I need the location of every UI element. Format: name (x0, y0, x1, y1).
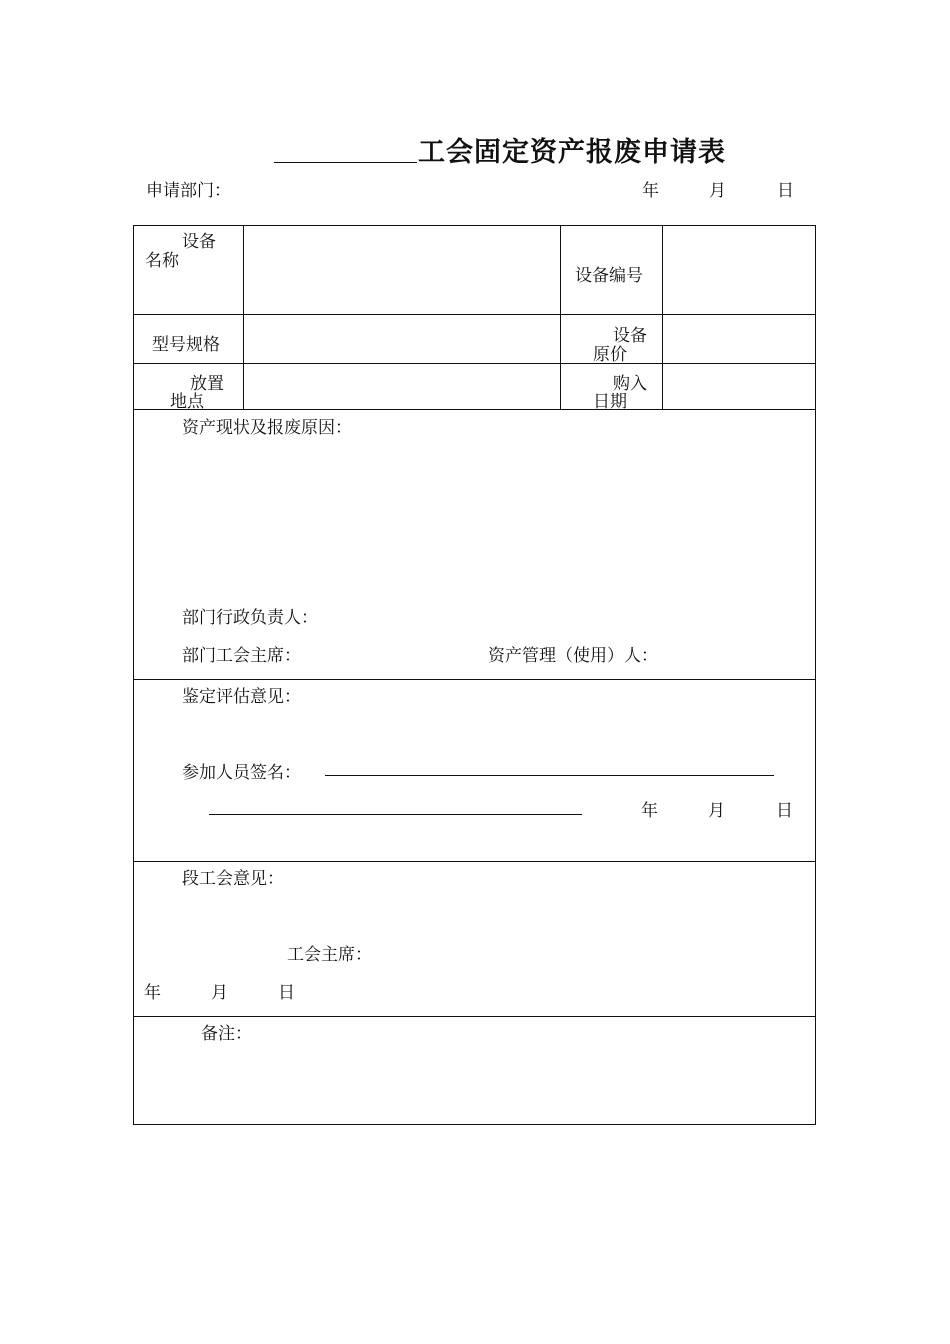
row-divider-4 (133, 679, 816, 680)
participants-signature-line-2[interactable] (209, 814, 582, 815)
participants-label: 参加人员签名： (182, 763, 301, 783)
appraisal-date-year: 年 (641, 801, 658, 821)
orig-price-field[interactable] (664, 316, 815, 362)
union-date-year: 年 (144, 983, 161, 1003)
location-field[interactable] (245, 365, 559, 408)
col-divider-3 (662, 225, 663, 410)
orig-price-label-2: 原价 (593, 345, 627, 365)
title-blank-line[interactable] (274, 162, 417, 163)
row-divider-2 (133, 363, 816, 364)
participants-signature-line-1[interactable] (325, 775, 774, 776)
appraisal-label: 鉴定评估意见： (182, 687, 301, 707)
dept-label: 申请部门： (146, 181, 231, 201)
appraisal-date-month: 月 (708, 801, 725, 821)
union-date-day: 日 (278, 983, 295, 1003)
location-label-1: 放置 (190, 374, 224, 394)
status-reason-field[interactable] (140, 438, 808, 588)
dept-admin-label: 部门行政负责人： (182, 608, 318, 628)
purchase-date-label-2: 日期 (593, 392, 627, 412)
asset-manager-label: 资产管理（使用）人： (488, 646, 658, 666)
equipment-name-label-2: 名称 (145, 251, 179, 271)
status-reason-label: 资产现状及报废原因： (182, 418, 352, 438)
location-label-2: 地点 (170, 392, 204, 412)
union-date-month: 月 (211, 983, 228, 1003)
union-chair-label: 工会主席： (287, 945, 372, 965)
equipment-no-field[interactable] (664, 227, 815, 313)
col-divider-1 (243, 225, 244, 410)
purchase-date-field[interactable] (664, 365, 815, 408)
row-divider-5 (133, 861, 816, 862)
header-date-month: 月 (709, 181, 726, 201)
union-opinion-label: 段工会意见： (182, 869, 284, 889)
header-date-year: 年 (642, 181, 659, 201)
col-divider-2 (560, 225, 561, 410)
appraisal-date-day: 日 (776, 801, 793, 821)
equipment-name-label-1: 设备 (182, 232, 216, 252)
model-spec-field[interactable] (245, 316, 559, 362)
equipment-no-label: 设备编号 (575, 266, 643, 286)
header-date-day: 日 (777, 181, 794, 201)
remarks-field[interactable] (140, 1044, 808, 1120)
row-divider-1 (133, 314, 816, 315)
model-spec-label: 型号规格 (152, 335, 220, 355)
purchase-date-label-1: 购入 (613, 374, 647, 394)
dept-union-chair-label: 部门工会主席： (182, 646, 301, 666)
remarks-label: 备注： (201, 1024, 252, 1044)
row-divider-6 (133, 1016, 816, 1017)
page-title: 工会固定资产报废申请表 (418, 137, 726, 168)
row-divider-3 (133, 409, 816, 410)
orig-price-label-1: 设备 (613, 326, 647, 346)
equipment-name-field[interactable] (245, 227, 559, 313)
